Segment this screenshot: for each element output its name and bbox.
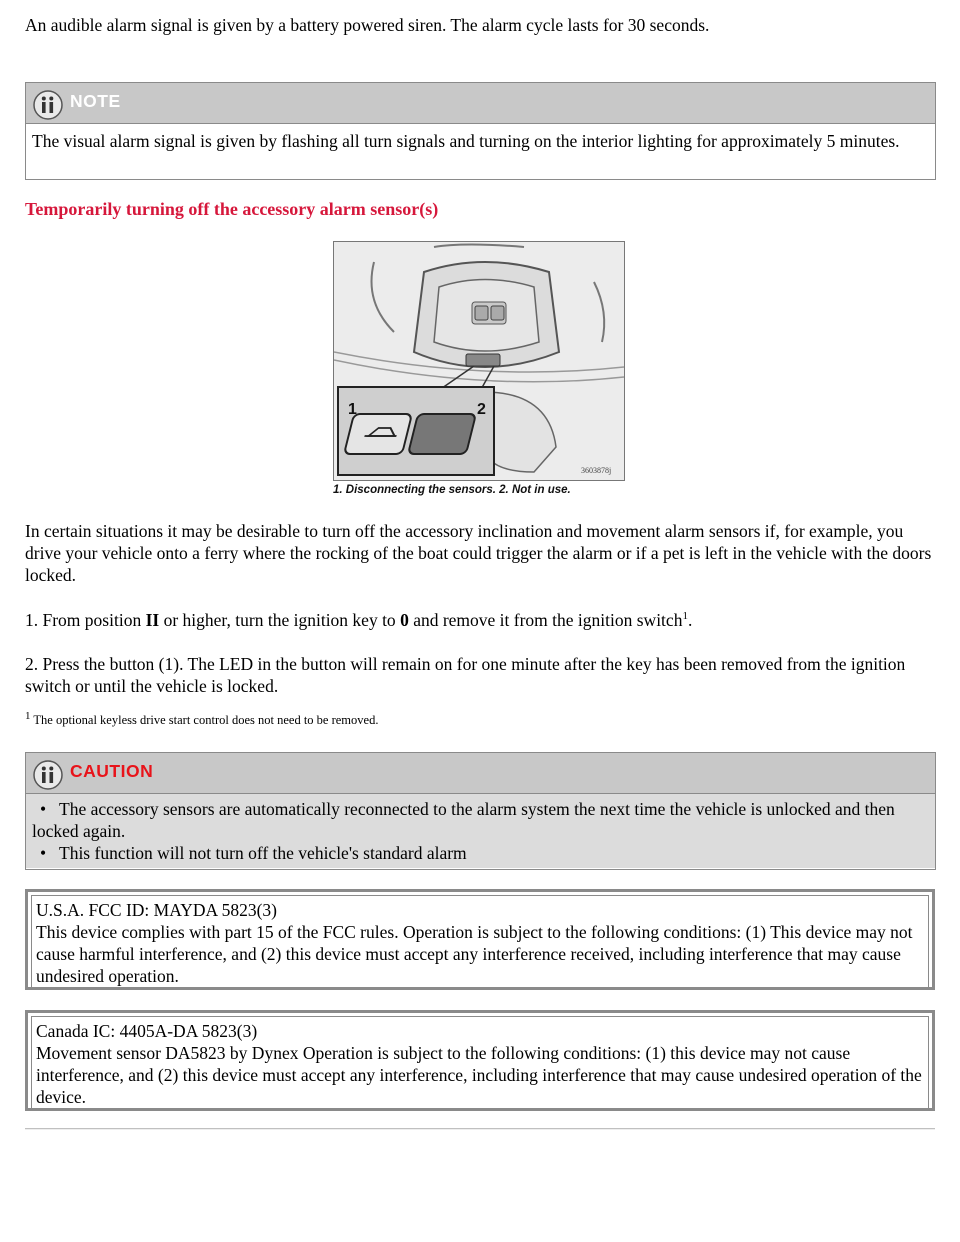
info-icon xyxy=(32,759,64,791)
section-heading: Temporarily turning off the accessory alarm sensor(s) xyxy=(25,199,439,219)
caution-list xyxy=(32,798,931,864)
step-1: 1. From position II or higher, turn the ignition key to 0 and remove it from the ignition switch$^1$. xyxy=(25,610,693,630)
caution-body xyxy=(26,794,935,868)
note-text: The visual alarm signal is given by flashing all turn signals and turning on the interior lighting for approximately 5 minutes. xyxy=(32,131,900,151)
caution-item: • The accessory sensors are automatically reconnected to the alarm system the next time the vehicle is unlocked and then locked again. xyxy=(32,798,931,842)
fcc-us-inner xyxy=(31,895,929,988)
figure-code: 3603878j xyxy=(581,466,612,475)
footnote: $^1$ The optional keyless drive start control does not need to be removed. xyxy=(25,709,379,727)
caution-item: • This function will not turn off the vehicle's standard alarm xyxy=(32,842,931,864)
note-box xyxy=(25,82,936,180)
fcc-canada-inner xyxy=(31,1016,929,1109)
footnote-ref[interactable]: 1 xyxy=(682,610,688,623)
fcc-canada-id: Canada IC: 4405A-DA 5823(3) xyxy=(36,1021,258,1041)
fcc-canada-box xyxy=(25,1010,935,1111)
fcc-us-text: This device complies with part 15 of the FCC rules. Operation is subject to the following conditions: (1) This device may not cause harmful interference, and (2) this device must accept any interference received, including interference that may cause undesired operation. xyxy=(36,922,913,986)
situation-paragraph: In certain situations it may be desirable to turn off the accessory inclination and movement alarm sensors if, for example, you drive your vehicle onto a ferry where the rocking of the boat could trigger the alarm or if a pet is left in the vehicle with the doors locked. xyxy=(25,521,932,585)
caution-header xyxy=(26,753,935,794)
figure-caption: 1. Disconnecting the sensors. 2. Not in use. xyxy=(333,484,571,496)
intro-paragraph: An audible alarm signal is given by a battery powered siren. The alarm cycle lasts for 30 seconds. xyxy=(25,15,710,35)
fcc-us-box xyxy=(25,889,935,990)
label-2: 2 xyxy=(477,401,486,418)
note-title: NOTE xyxy=(70,91,121,111)
info-icon xyxy=(32,89,64,121)
label-1: 1 xyxy=(348,401,357,418)
fcc-canada-text: Movement sensor DA5823 by Dynex Operation is subject to the following conditions: (1) this device may not cause interference, and (2) this device must accept any interference, including interference that may cause undesired operation of the device. xyxy=(36,1043,922,1107)
overhead-console-drawing xyxy=(334,242,624,480)
caution-box xyxy=(25,752,936,870)
note-header xyxy=(26,83,935,124)
divider xyxy=(25,1128,935,1130)
step-2: 2. Press the button (1). The LED in the button will remain on for one minute after the key has been removed from the ignition switch or until the vehicle is locked. xyxy=(25,654,906,696)
sensor-button-illustration xyxy=(333,241,625,481)
caution-title: CAUTION xyxy=(70,761,154,781)
fcc-us-id: U.S.A. FCC ID: MAYDA 5823(3) xyxy=(36,900,277,920)
